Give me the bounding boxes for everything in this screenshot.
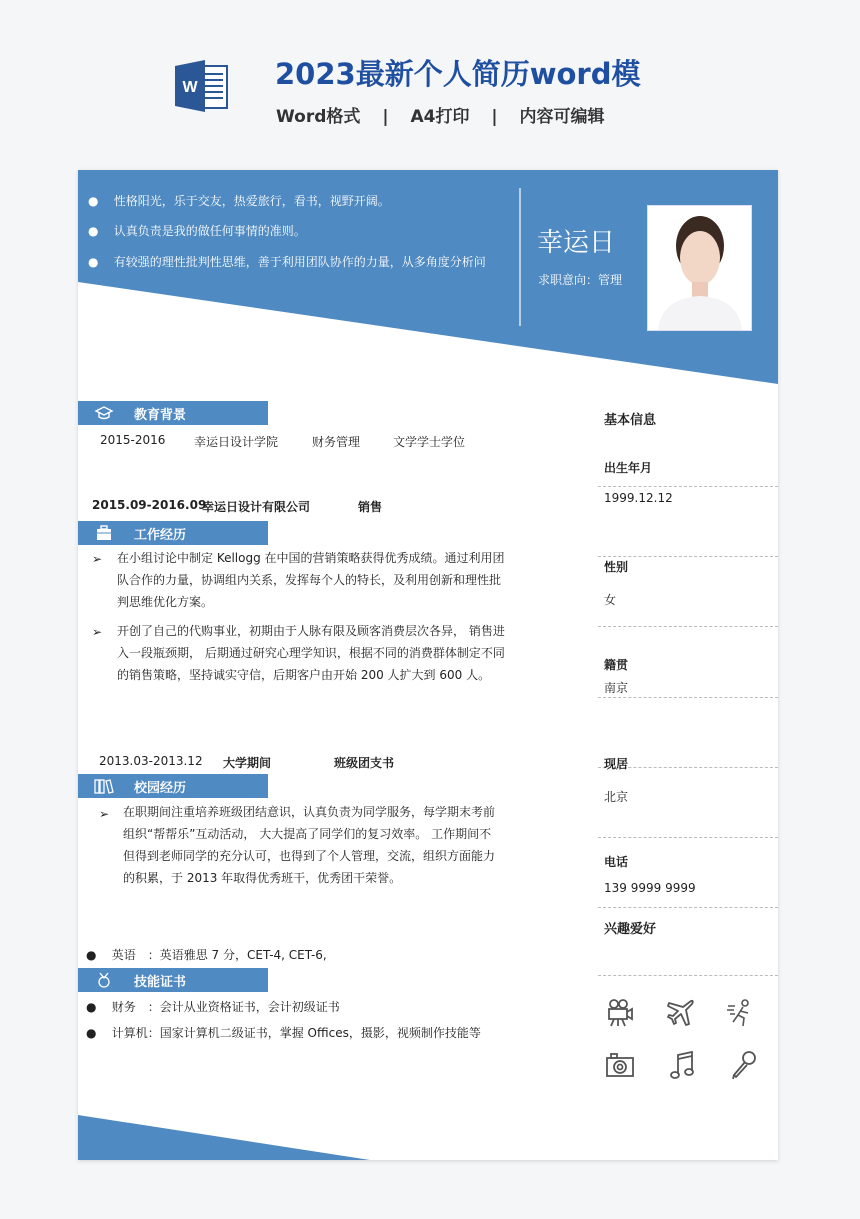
section-header-skills <box>78 968 268 992</box>
intro-text: 有较强的理性批判性思维，善于利用团队协作的力量，从多角度分析问 <box>113 255 486 269</box>
section-title: 教育背景 <box>134 408 187 423</box>
education-major: 财务管理 <box>312 435 361 449</box>
svg-text:W: W <box>182 79 198 96</box>
skill-item: ● 计算机：国家计算机二级证书，掌握 Offices，摄影，视频制作技能等 <box>86 1026 481 1040</box>
field-label-phone: 电话 <box>604 855 629 869</box>
banner-features <box>276 102 605 127</box>
movie-camera-icon <box>606 998 634 1028</box>
field-value-hometown: 南京 <box>604 681 629 695</box>
field-label-hometown: 籍贯 <box>604 658 629 672</box>
arrow-bullet-icon: ➢ <box>99 807 110 821</box>
work-company: 幸运日设计有限公司 <box>202 500 311 514</box>
section-title: 工作经历 <box>134 528 187 543</box>
field-value-birth: 1999.12.12 <box>604 491 673 505</box>
work-period: 2015.09-2016.09 <box>92 498 207 512</box>
section-header-education <box>78 401 268 425</box>
feature-editable: 内容可编辑 <box>519 107 605 127</box>
music-note-icon <box>670 1050 696 1080</box>
field-label-residence: 现居 <box>604 757 629 771</box>
skill-item: ● 英语 ：英语雅思 7 分，CET-4, CET-6, <box>86 948 327 962</box>
divider <box>598 907 778 908</box>
section-header-work <box>78 521 268 545</box>
campus-place: 大学期间 <box>223 756 272 770</box>
medal-icon <box>94 972 114 988</box>
education-period: 2015-2016 <box>100 433 166 447</box>
education-school: 幸运日设计学院 <box>194 435 279 449</box>
divider <box>598 697 778 698</box>
separator: | <box>491 107 498 127</box>
intro-item: ● 有较强的理性批判性思维，善于利用团队协作的力量，从多角度分析问 <box>88 255 486 269</box>
avatar <box>647 205 752 331</box>
arrow-bullet-icon: ➢ <box>92 625 103 639</box>
campus-item: 在职期间注重培养班级团结意识，认真负责为同学服务，每学期末考前组织“帮帮乐”互动活动， 大大提高了同学们的复习效率。 工作期间不但得到老师同学的充分认可，也得到了个人管理，交流，组织方面能力的积累，于 2013 年取得优秀班干，优秀团干荣誉。 <box>123 805 496 885</box>
divider <box>598 486 778 487</box>
divider <box>598 556 778 557</box>
books-icon <box>94 778 114 794</box>
skill-item: ● 财务 ：会计从业资格证书，会计初级证书 <box>86 1000 340 1014</box>
field-value-residence: 北京 <box>604 790 629 804</box>
divider <box>598 975 778 976</box>
hobbies-title: 兴趣爱好 <box>604 922 657 937</box>
intro-text: 性格阳光，乐于交友，热爱旅行，看书，视野开阔。 <box>113 194 390 208</box>
word-logo <box>175 60 231 112</box>
education-degree: 文学学士学位 <box>393 435 466 449</box>
airplane-icon <box>667 998 695 1028</box>
banner-title: 2023最新个人简历word模 <box>275 57 641 91</box>
section-header-campus <box>78 774 268 798</box>
graduation-cap-icon <box>94 405 114 421</box>
skill-text: 财务 ：会计从业资格证书，会计初级证书 <box>111 1000 340 1014</box>
intro-item: ● 认真负责是我的做任何事情的准则。 <box>88 224 306 238</box>
feature-a4-print: A4打印 <box>410 107 470 127</box>
microphone-icon <box>730 1050 758 1080</box>
work-item: 开创了自己的代购事业，初期由于人脉有限及顾客消费层次各异， 销售进入一段瓶颈期， 后期通过研究心理学知识，根据不同的消费群体制定不同的销售策略，坚持诚实守信，后期客户由开始 200 人扩大到 600 人。 <box>117 624 505 682</box>
section-title: 校园经历 <box>134 781 187 796</box>
briefcase-icon <box>94 525 114 541</box>
feature-word-format: Word格式 <box>276 107 361 127</box>
field-value-phone: 139 9999 9999 <box>604 881 696 895</box>
skill-text: 英语 ：英语雅思 7 分，CET-4, CET-6, <box>111 948 327 962</box>
campus-role: 班级团支书 <box>334 756 395 770</box>
camera-icon <box>606 1052 634 1078</box>
intro-text: 认真负责是我的做任何事情的准则。 <box>113 224 306 238</box>
field-label-gender: 性别 <box>604 560 629 574</box>
arrow-bullet-icon: ➢ <box>92 552 103 566</box>
divider <box>598 837 778 838</box>
job-intention: 求职意向：管理 <box>538 273 623 287</box>
work-role: 销售 <box>358 500 383 514</box>
work-item: 在小组讨论中制定 Kellogg 在中国的营销策略获得优秀成绩。通过利用团队合作的力量，协调组内关系，发挥每个人的特长，及利用创新和理性批判思维优化方案。 <box>117 551 505 609</box>
separator: | <box>382 107 389 127</box>
running-icon <box>726 998 754 1028</box>
resume-page <box>78 170 778 1160</box>
candidate-name: 幸运日 <box>537 228 616 258</box>
skill-text: 计算机：国家计算机二级证书，掌握 Offices，摄影，视频制作技能等 <box>111 1026 481 1040</box>
section-title: 技能证书 <box>134 975 187 990</box>
field-label-birth: 出生年月 <box>604 461 653 475</box>
campus-period: 2013.03-2013.12 <box>99 754 203 768</box>
intro-item: ● 性格阳光，乐于交友，热爱旅行，看书，视野开阔。 <box>88 194 390 208</box>
field-value-gender: 女 <box>604 593 617 607</box>
divider <box>598 626 778 627</box>
basic-info-title: 基本信息 <box>604 413 657 428</box>
